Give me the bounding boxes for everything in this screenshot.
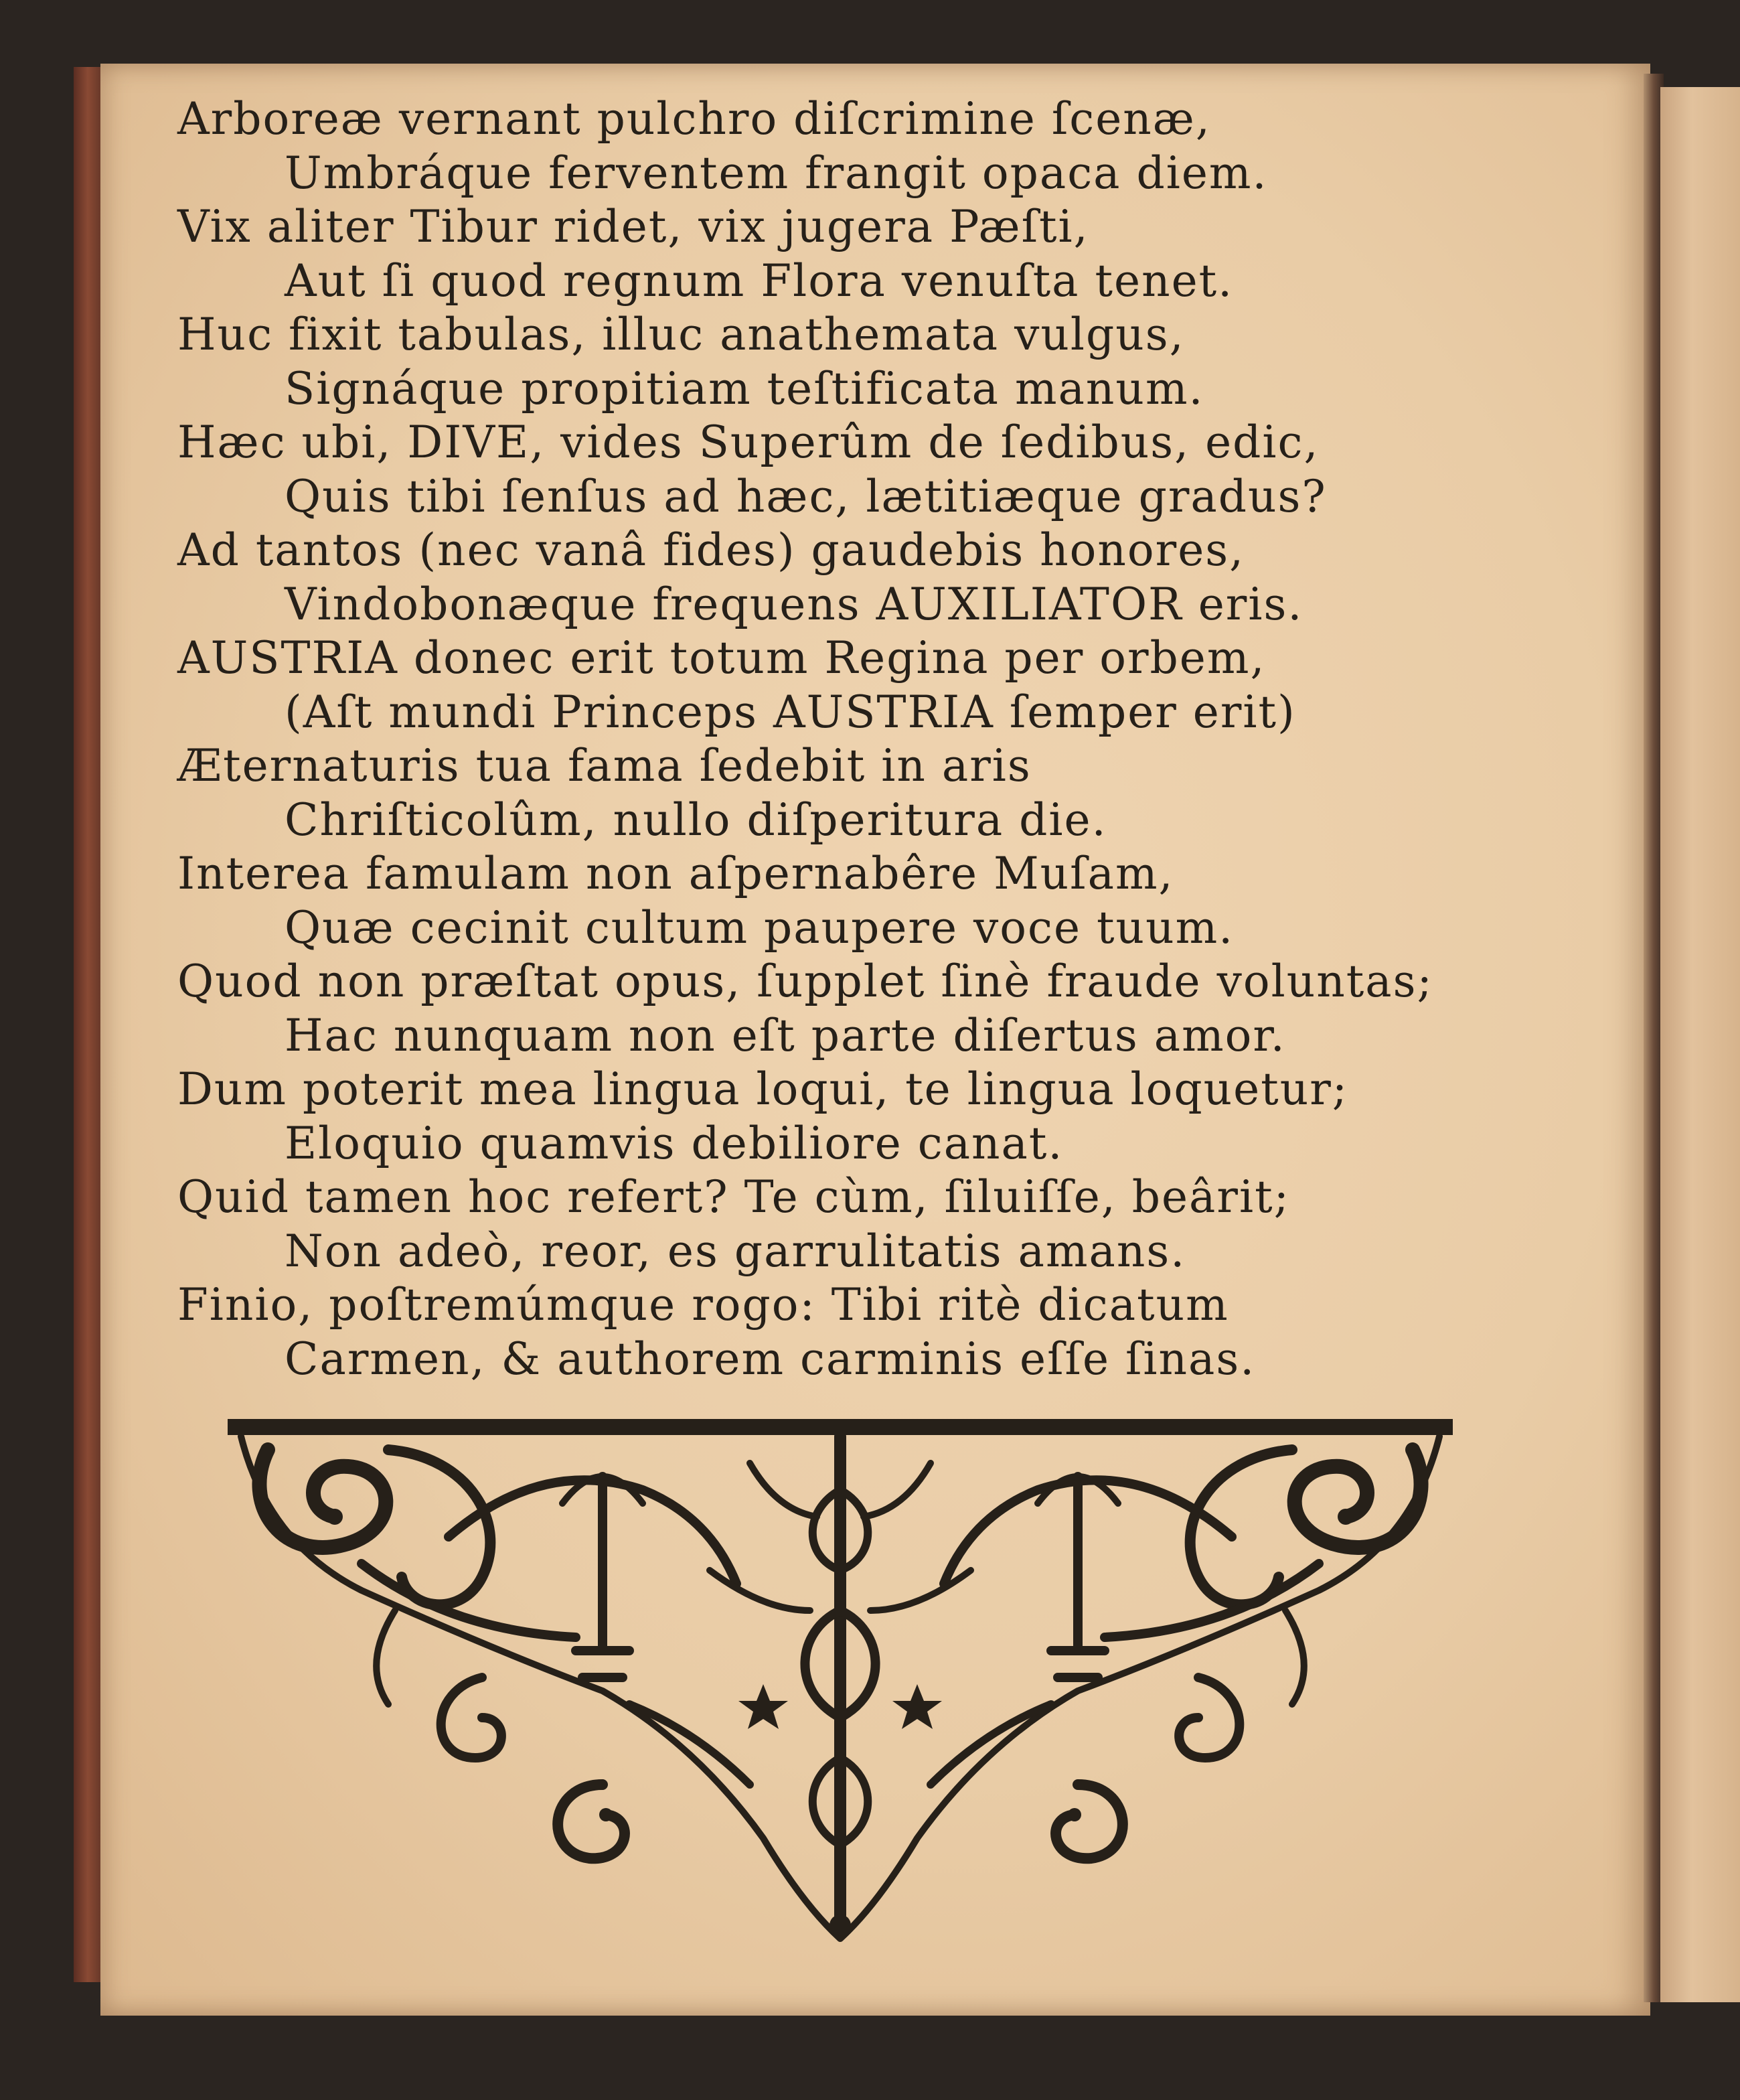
poem-line: Dum poterit mea lingua loqui, te lingua loquetur; [177, 1063, 1348, 1115]
facing-page-edge [1660, 87, 1740, 2002]
poem-line: Arboreæ vernant pulchro diſcrimine ſcenæ, [177, 93, 1211, 145]
poem-line: Quæ cecinit cultum paupere voce tuum. [285, 901, 1235, 954]
poem-line: Huc fixit tabulas, illuc anathemata vulgus, [177, 309, 1185, 360]
poem-line: Interea famulam non aſpernabêre Muſam, [177, 848, 1174, 899]
poem-line: Aut ſi quod regnum Flora venuſta tenet. [285, 254, 1234, 307]
poem-line: Non adeò, reor, es garrulitatis amans. [285, 1225, 1186, 1277]
poem-line: Vix aliter Tibur ridet, vix jugera Pæſti, [177, 201, 1089, 252]
poem-line: Signáque propitiam teſtificata manum. [285, 362, 1204, 415]
poem-line: Finio, poſtremúmque rogo: Tibi ritè dicatum [177, 1279, 1229, 1331]
poem-line: Ad tantos (nec vanâ fides) gaudebis honores, [177, 524, 1245, 576]
poem-line: Carmen, & authorem carminis eſſe ſinas. [285, 1333, 1256, 1385]
poem-line: Quid tamen hoc refert? Te cùm, ſiluiſſe, beârit; [177, 1171, 1290, 1223]
poem-line: Quis tibi ſenſus ad hæc, lætitiæque gradus? [285, 470, 1327, 522]
poem-line: Æternaturis tua fama ſedebit in aris [177, 740, 1032, 792]
poem-line: Umbráque ferventem frangit opaca diem. [285, 147, 1268, 199]
poem-line: Vindobonæque frequens AUXILIATOR eris. [285, 578, 1303, 630]
poem-line: Eloquio quamvis debiliore canat. [285, 1117, 1064, 1169]
poem-line: Hac nunquam non eſt parte diſertus amor. [285, 1009, 1286, 1061]
poem-line: Chriſticolûm, nullo diſperitura die. [285, 794, 1107, 846]
poem-line: Quod non præſtat opus, ſupplet ſinè fraude voluntas; [177, 956, 1433, 1007]
poem-line: Hæc ubi, DIVE, vides Superûm de ſedibus, edic, [177, 417, 1320, 468]
poem-text [177, 92, 1530, 1386]
poem-line: AUSTRIA donec erit totum Regina per orbem, [177, 632, 1266, 684]
poem-line: (Aſt mundi Princeps AUSTRIA ſemper erit) [285, 686, 1296, 738]
baroque-floral-tailpiece-icon [228, 1410, 1453, 1945]
